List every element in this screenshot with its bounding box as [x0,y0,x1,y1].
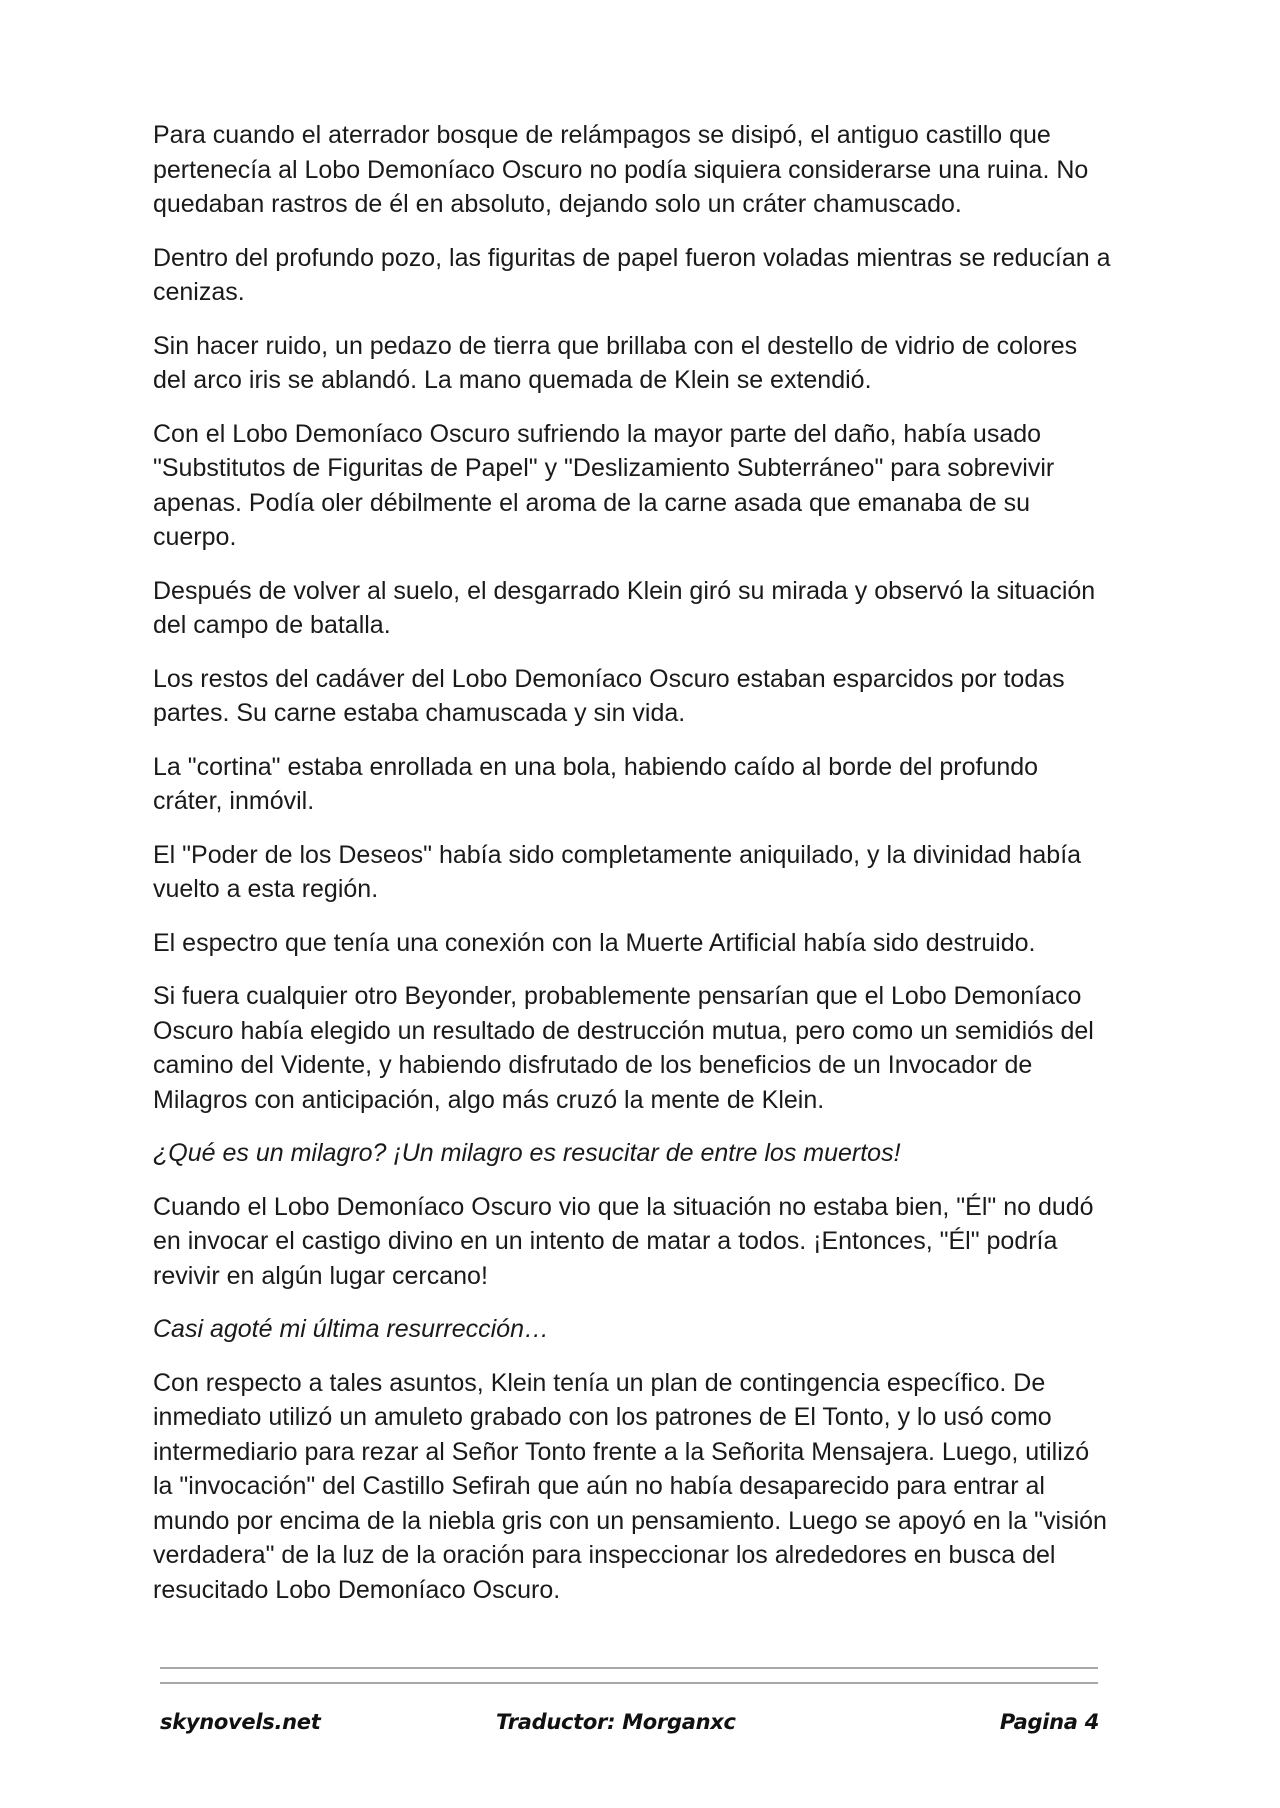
paragraph: Con respecto a tales asuntos, Klein tenía un plan de contingencia específico. De inmediato utilizó un amuleto grabado con los patrones de El Tonto, y lo usó como intermediario para rezar al Señor Tonto frente a la Señorita Mensajera. Luego, utilizó la "invocación" del Castillo Sefirah que aún no había desaparecido para entrar al mundo por encima de la niebla gris con un pensamiento. Luego se apoyó en la "visión verdadera" de la luz de la oración para inspeccionar los alrededores en busca del resucitado Lobo Demoníaco Oscuro. [153,1368,1107,1604]
footer-divider-bottom [160,1682,1098,1684]
paragraph: El espectro que tenía una conexión con la Muerte Artificial había sido destruido. [153,928,1036,957]
chapter-body [153,118,1113,1626]
paragraph: Si fuera cualquier otro Beyonder, probablemente pensarían que el Lobo Demoníaco Oscuro había elegido un resultado de destrucción mutua, pero como un semidiós del camino del Vidente, y habiendo disfrutado de los beneficios de un Invocador de Milagros con anticipación, algo más cruzó la mente de Klein. [153,982,1094,1114]
paragraph: Cuando el Lobo Demoníaco Oscuro vio que la situación no estaba bien, "Él" no dudó en invocar el castigo divino en un intento de matar a todos. ¡Entonces, "Él" podría revivir en algún lugar cercano! [153,1192,1094,1290]
paragraph: Para cuando el aterrador bosque de relámpagos se disipó, el antiguo castillo que pertenecía al Lobo Demoníaco Oscuro no podía siquiera considerarse una ruina. No quedaban rastros de él en absoluto, dejando solo un cráter chamuscado. [153,121,1089,218]
footer-site: skynovels.net [160,1710,321,1734]
paragraph: Dentro del profundo pozo, las figuritas de papel fueron voladas mientras se reducían a cenizas. [153,243,1111,306]
footer-translator: Traductor: Morganxc [496,1710,736,1734]
italic-thought: ¿Qué es un milagro? ¡Un milagro es resucitar de entre los muertos! [153,1139,901,1167]
paragraph: Sin hacer ruido, un pedazo de tierra que brillaba con el destello de vidrio de colores del arco iris se ablandó. La mano quemada de Klein se extendió. [153,331,1078,394]
italic-thought: Casi agoté mi última resurrección… [153,1315,549,1343]
paragraph: La "cortina" estaba enrollada en una bola, habiendo caído al borde del profundo cráter, inmóvil. [153,752,1039,815]
paragraph: El "Poder de los Deseos" había sido completamente aniquilado, y la divinidad había vuelto a esta región. [153,840,1082,903]
footer-divider-top [160,1667,1098,1669]
paragraph: Después de volver al suelo, el desgarrado Klein giró su mirada y observó la situación del campo de batalla. [153,576,1096,639]
footer-page-number: Pagina 4 [999,1710,1099,1734]
paragraph: Los restos del cadáver del Lobo Demoníaco Oscuro estaban esparcidos por todas partes. Su carne estaba chamuscada y sin vida. [153,664,1065,727]
paragraph: Con el Lobo Demoníaco Oscuro sufriendo la mayor parte del daño, había usado "Substitutos de Figuritas de Papel" y "Deslizamiento Subterráneo" para sobrevivir apenas. Podía oler débilmente el aroma de la carne asada que emanaba de su cuerpo. [153,419,1055,551]
